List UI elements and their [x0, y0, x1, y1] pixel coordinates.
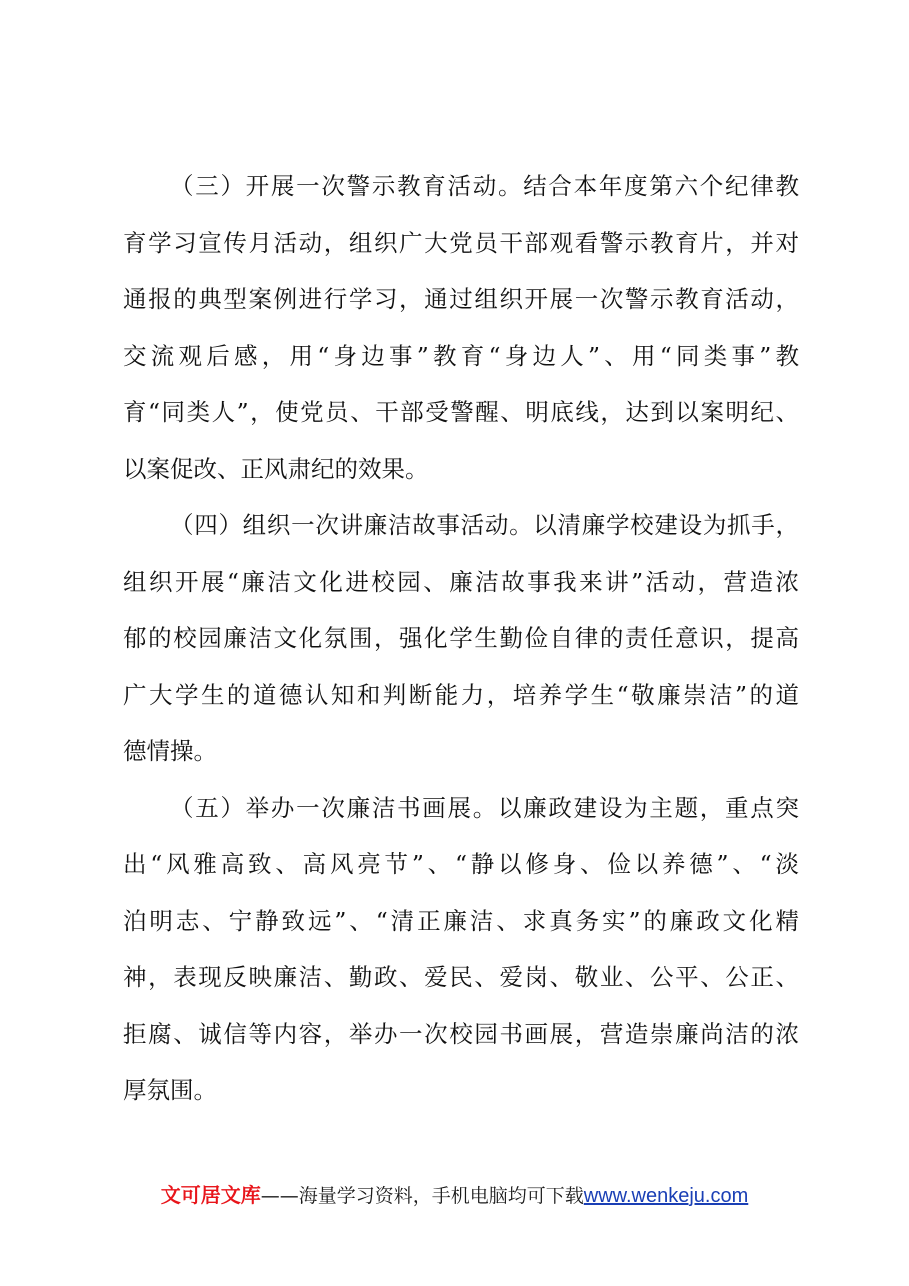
footer-tagline: ——海量学习资料，手机电脑均可下载: [260, 1185, 584, 1207]
paragraph-section-3: [123, 163, 799, 502]
text-line: 育学习宣传月活动，组织广大党员干部观看警示教育片，并对: [123, 228, 799, 257]
text-line: 出“风雅高致、高风亮节”、“静以修身、俭以养德”、“淡: [123, 850, 799, 878]
page-footer: [0, 1183, 909, 1208]
text-line: 交流观后感，用“身边事”教育“身边人”、用“同类事”教: [123, 341, 799, 370]
text-line: 泊明志、宁静致远”、“清正廉洁、求真务实”的廉政文化精: [123, 906, 799, 935]
document-body: [123, 163, 799, 1124]
text-line: 以案促改、正风肃纪的效果。: [123, 454, 429, 483]
paragraph-section-5: [123, 785, 799, 1124]
text-line: （四）组织一次讲廉洁故事活动。以清廉学校建设为抓手，: [170, 511, 799, 539]
text-line: 育“同类人”，使党员、干部受警醒、明底线，达到以案明纪、: [123, 398, 799, 426]
text-line: 郁的校园廉洁文化氛围，强化学生勤俭自律的责任意识，提高: [123, 624, 799, 652]
text-line: 通报的典型案例进行学习，通过组织开展一次警示教育活动，: [123, 285, 799, 313]
text-line: 厚氛围。: [123, 1076, 217, 1104]
text-line: （五）举办一次廉洁书画展。以廉政建设为主题，重点突: [170, 793, 799, 822]
brand-name: 文可居文库: [160, 1183, 261, 1207]
text-line: 德情操。: [123, 737, 217, 765]
text-line: 组织开展“廉洁文化进校园、廉洁故事我来讲”活动，营造浓: [123, 567, 799, 596]
paragraph-section-4: [123, 502, 799, 785]
site-link[interactable]: www.wenkeju.com: [583, 1185, 749, 1207]
text-line: 广大学生的道德认知和判断能力，培养学生“敬廉崇洁”的道: [123, 680, 799, 709]
text-line: （三）开展一次警示教育活动。结合本年度第六个纪律教: [170, 172, 799, 200]
text-line: 神，表现反映廉洁、勤政、爱民、爱岗、敬业、公平、公正、: [123, 963, 799, 991]
text-line: 拒腐、诚信等内容，举办一次校园书画展，营造崇廉尚洁的浓: [123, 1019, 799, 1048]
